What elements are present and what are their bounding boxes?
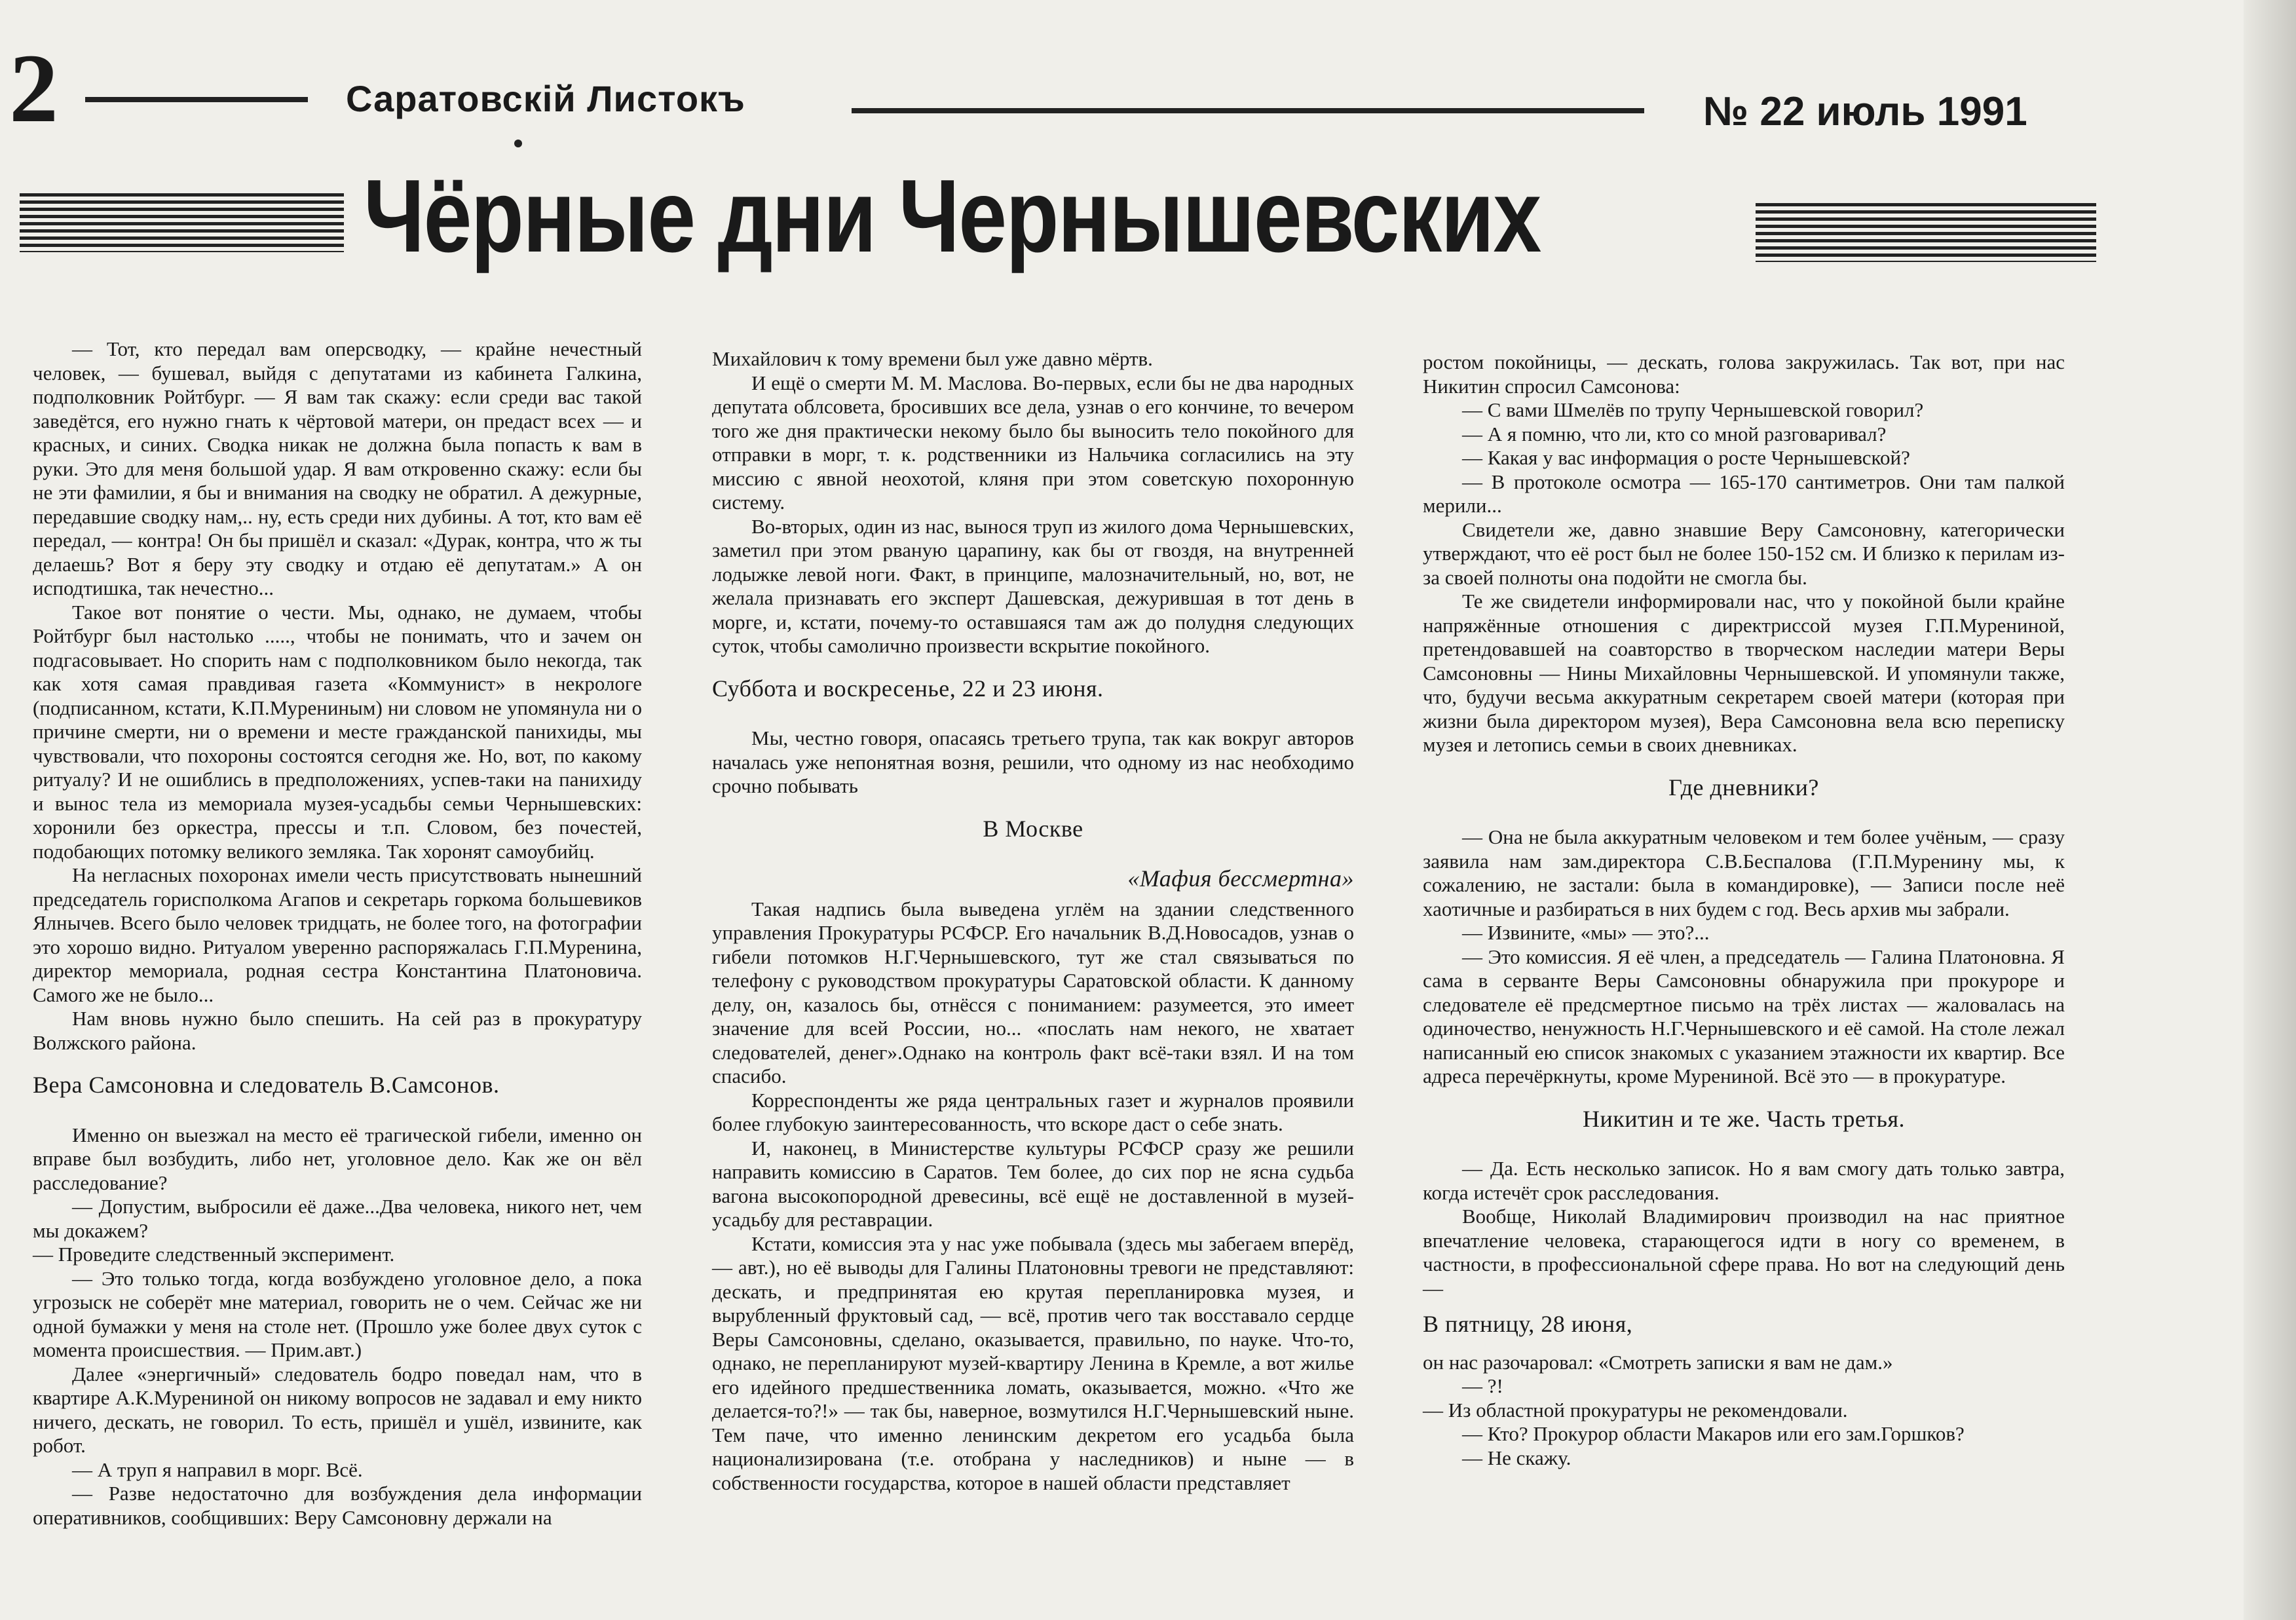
paragraph: Кстати, комиссия эта у нас уже побывала (здесь мы забегаем вперёд, — авт.), но её выводы для Галины Платоновны тревоги не представляют: дескать, и предпринятая ею крутая перепланировка музея, и вырубленный фруктовый сад, — всё, против чего так восставало сердце Веры Самсоновны, сделано, оказывается, правильно, по науке. Что-то, однако, не перепланируют музей-квартиру Ленина в Кремле, а вот жилье его идейного предшественника ломать, оказывается, можно. «Что же делается-то?!» — так бы, наверное, возмутился Н.Г.Чернышевский ныне. Тем паче, что именно ленинским декретом его усадьба была национализирована (т.е. отобрана у наследников) и ныне — в собственности государства, которое в нашей области представляет	[712, 1232, 1354, 1494]
paragraph: Михайлович к тому времени был уже давно мёртв.	[712, 347, 1153, 370]
paragraph: На негласных похоронах имели честь присутствовать нынешний председатель горисполкома Агапов и секретарь горкома большевиков Ялнычев. Всего было человек тридцать, не более того, на фотографии это хорошо видно. Ритуалом уверенно распоряжалась Г.П.Муренина, директор мемориала, родная сестра Константина Платоновича. Самого же не было...	[33, 863, 642, 1006]
paragraph: Свидетели же, давно знавшие Веру Самсоновну, категорически утверждают, что её рост был не более 150-152 см. И близко к перилам из-за своей полноты она подойти не смогла бы.	[1423, 518, 2065, 589]
paragraph: — Не скажу.	[1462, 1446, 1571, 1469]
column-2	[712, 347, 1354, 1495]
paragraph: — Это только тогда, когда возбуждено уголовное дело, а пока угрозыск не соберёт мне материал, говорить не о чем. Сейчас же ни одной бумажки у меня на столе нет. (Прошло уже более двух суток с момента происшествия. — Прим.авт.)	[33, 1266, 642, 1361]
paragraph: — Тот, кто передал вам оперсводку, — крайне нечестный человек, — бушевал, выйдя с депутатами из кабинета Галкина, подполковник Ройтбург. — Я вам так скажу: если среди вас такой заведётся, его нужно гнать к чёртовой матери, он предаст всех — и красных, и синих. Сводка никак не должна была попасть к вам в руки. Это для меня большой удар. Я вам откровенно скажу: если бы не эти фамилии, я бы и внимания на сводку не обратил. А дежурные, передавшие сводку нам,.. ну, есть среди них дубины. А тот, кто вам её передал, — контра! Он бы пришёл и сказал: «Дурак, контра, что ж ты делаешь? Вот я беру эту сводку и отдаю её депутатам.» А он исподтишка, так нечестно...	[33, 337, 642, 599]
paragraph: Во-вторых, один из нас, вынося труп из жилого дома Чернышевских, заметил при этом рваную царапину, как бы от гвоздя, на внутренней лодыжке левой ноги. Факт, в принципе, малозначительный, но, вот, не желала признавать его эксперт Дашевская, дежурившая в тот день в морге, и, кстати, почему-то оставшаяся там аж до полудня следующих суток, чтобы самолично произвести вскрытие покойного.	[712, 514, 1354, 657]
masthead-rule-left	[85, 97, 308, 102]
headline-ornament-left	[20, 193, 344, 252]
paragraph: И ещё о смерти М. М. Маслова. Во-первых, если бы не два народных депутата облсовета, бросивших все дела, узнав о его кончине, то вечером того же дня практически некому было бы выносить тело покойного для отправки в морг, т. к. родственники из Нальчика согласились на эту миссию с явной неохотой, кляня при этом советскую похоронную систему.	[712, 371, 1354, 514]
paragraph: — В протоколе осмотра — 165-170 сантиметров. Они там палкой мерили...	[1423, 470, 2065, 517]
paragraph: Те же свидетели информировали нас, что у покойной были крайне напряжённые отношения с директриссой музея Г.П.Мурениной, претендовавшей на соавторство в творческом наследии матери Веры Самсоновны — Нины Михайловны Чернышевской. И упомянули также, что, будучи весьма аккуратным секретарем своей матери (которая при жизни была директором музея), Вера Самсоновна вела всю переписку музея и летопись семьи в своих дневниках.	[1423, 590, 2065, 756]
section-subheading: В пятницу, 28 июня,	[1423, 1311, 1633, 1337]
column-3	[1423, 350, 2065, 1470]
paragraph: — Из областной прокуратуры не рекомендовали.	[1423, 1398, 1848, 1422]
paragraph: — Допустим, выбросили её даже...Два человека, никого нет, чем мы докажем?	[33, 1195, 642, 1242]
newspaper-title: Саратовскій Листокъ	[346, 78, 745, 119]
paragraph: Вообще, Николай Владимирович производил на нас приятное впечатление человека, старающегося идти в ногу со временем, в частности, в профессиональной сфере права. Но вот на следующий день —	[1423, 1205, 2065, 1300]
paragraph: — Она не была аккуратным человеком и тем более учёным, — сразу заявила нам зам.директора С.В.Беспалова (Г.П.Муренину мы, к сожалению, не застали: была в командировке), — Записи после неё хаотичные и разбираться в них будем с год. Весь архив мы забрали.	[1423, 825, 2065, 920]
paragraph: — С вами Шмелёв по трупу Чернышевской говорил?	[1462, 398, 1924, 421]
section-subheading: Вера Самсоновна и следователь В.Самсонов.	[33, 1072, 500, 1098]
article-headline: Чёрные дни Чернышевских	[364, 159, 1541, 274]
paragraph: И, наконец, в Министерстве культуры РСФСР сразу же решили направить комиссию в Саратов. Тем более, до сих пор не ясна судьба вагона высокопородной древесины, всё ещё не доставленной в музей-усадьбу для реставрации.	[712, 1136, 1354, 1231]
column-1	[33, 337, 642, 1530]
section-subheading-italic: «Мафия бессмертна»	[1127, 865, 1354, 892]
paragraph: — А я помню, что ли, кто со мной разговаривал?	[1462, 422, 1887, 445]
section-subheading: Суббота и воскресенье, 22 и 23 июня.	[712, 675, 1104, 702]
paragraph: — Извините, «мы» — это?...	[1462, 921, 1710, 944]
paragraph: — ?!	[1462, 1374, 1503, 1397]
paragraph: — Кто? Прокурор области Макаров или его зам.Горшков?	[1462, 1422, 1965, 1445]
masthead-rule-right	[852, 108, 1644, 113]
paragraph: — А труп я направил в морг. Всё.	[72, 1458, 363, 1481]
paragraph: — Проведите следственный эксперимент.	[33, 1243, 395, 1266]
section-subheading: В Москве	[983, 815, 1083, 842]
page-number: 2	[9, 34, 58, 143]
section-subheading: Никитин и те же. Часть третья.	[1583, 1105, 1905, 1132]
headline-ornament-right	[1756, 203, 2096, 262]
paragraph: Корреспонденты же ряда центральных газет и журналов проявили более глубокую заинтересованность, что вскоре даст о себе знать.	[712, 1088, 1354, 1135]
paragraph: — Да. Есть несколько записок. Но я вам смогу дать только завтра, когда истечёт срок расследования.	[1423, 1157, 2065, 1204]
paragraph: Именно он выезжал на место её трагической гибели, именно он вправе был возбудить, либо нет, уголовное дело. Как же он вёл расследование?	[33, 1123, 642, 1194]
issue-date: № 22 июль 1991	[1703, 89, 2027, 134]
paragraph: Мы, честно говоря, опасаясь третьего трупа, так как вокруг авторов началась уже непонятная возня, решили, что одному из нас необходимо срочно побывать	[712, 726, 1354, 797]
paragraph: — Какая у вас информация о росте Чернышевской?	[1462, 446, 1910, 469]
paragraph: Такое вот понятие о чести. Мы, однако, не думаем, чтобы Ройтбург был настолько ....., чтобы не понимать, что и зачем он подгасовывает. Но спорить нам с подполковником было некогда, так как хотя самая правдивая газета «Коммунист» в некрологе (подписанном, кстати, К.П.Мурениным) ни словом не упомянула ни о причине смерти, ни о времени и месте гражданской панихиды, мы чувствовали, что похороны состоятся сегодня же. Но, вот, по какому ритуалу? И не ошиблись в предположениях, успев-таки на панихиду и вынос тела из мемориала музея-усадьбы семьи Чернышевских: хоронили без оркестра, прессы и т.п. Словом, без почестей, подобающих потомку великого земляка. Так хоронят самоубийц.	[33, 600, 642, 863]
paragraph: Далее «энергичный» следователь бодро поведал нам, что в квартире А.К.Мурениной он никому вопросов не задавал и ему никто ничего, дескать, не говорил. То есть, пришёл и ушёл, извините, как робот.	[33, 1362, 642, 1457]
paragraph: — Разве недостаточно для возбуждения дела информации оперативников, сообщивших: Веру Самсоновну держали на	[33, 1482, 642, 1529]
print-dot	[514, 140, 522, 147]
paragraph: — Это комиссия. Я её член, а председатель — Галина Платоновна. Я сама в серванте Веры Самсоновны обнаружила при прокуроре и следователе её предсмертное письмо на трёх листах — жаловалась на одиночество, ненужность Н.Г.Чернышевского и её самой. На столе лежал написанный ею список знакомых с указанием этажности их квартир. Все адреса перечёркнуты, кроме Мурениной. Всё это — в прокуратуре.	[1423, 945, 2065, 1087]
page-fold-shadow	[2244, 0, 2296, 1620]
paragraph: он нас разочаровал: «Смотреть записки я вам не дам.»	[1423, 1350, 1893, 1374]
paragraph: Такая надпись была выведена углём на здании следственного управления Прокуратуры РСФСР. Его начальник В.Д.Новосадов, узнав о гибели потомков Н.Г.Чернышевского, тут же стал связываться по телефону с руководством прокуратуры Саратовской области. К данному делу, он, казалось бы, отнёсся с пониманием: разумеется, это имеет значение для всей России, но... «послать нам некого, не хватает следователей, денег».Однако на контроль факт всё-таки взял. И на том спасибо.	[712, 897, 1354, 1087]
paragraph: ростом покойницы, — дескать, голова закружилась. Так вот, при нас Никитин спросил Самсонова:	[1423, 350, 2065, 398]
paragraph: Нам вновь нужно было спешить. На сей раз в прокуратуру Волжского района.	[33, 1007, 642, 1054]
section-subheading: Где дневники?	[1668, 774, 1819, 801]
